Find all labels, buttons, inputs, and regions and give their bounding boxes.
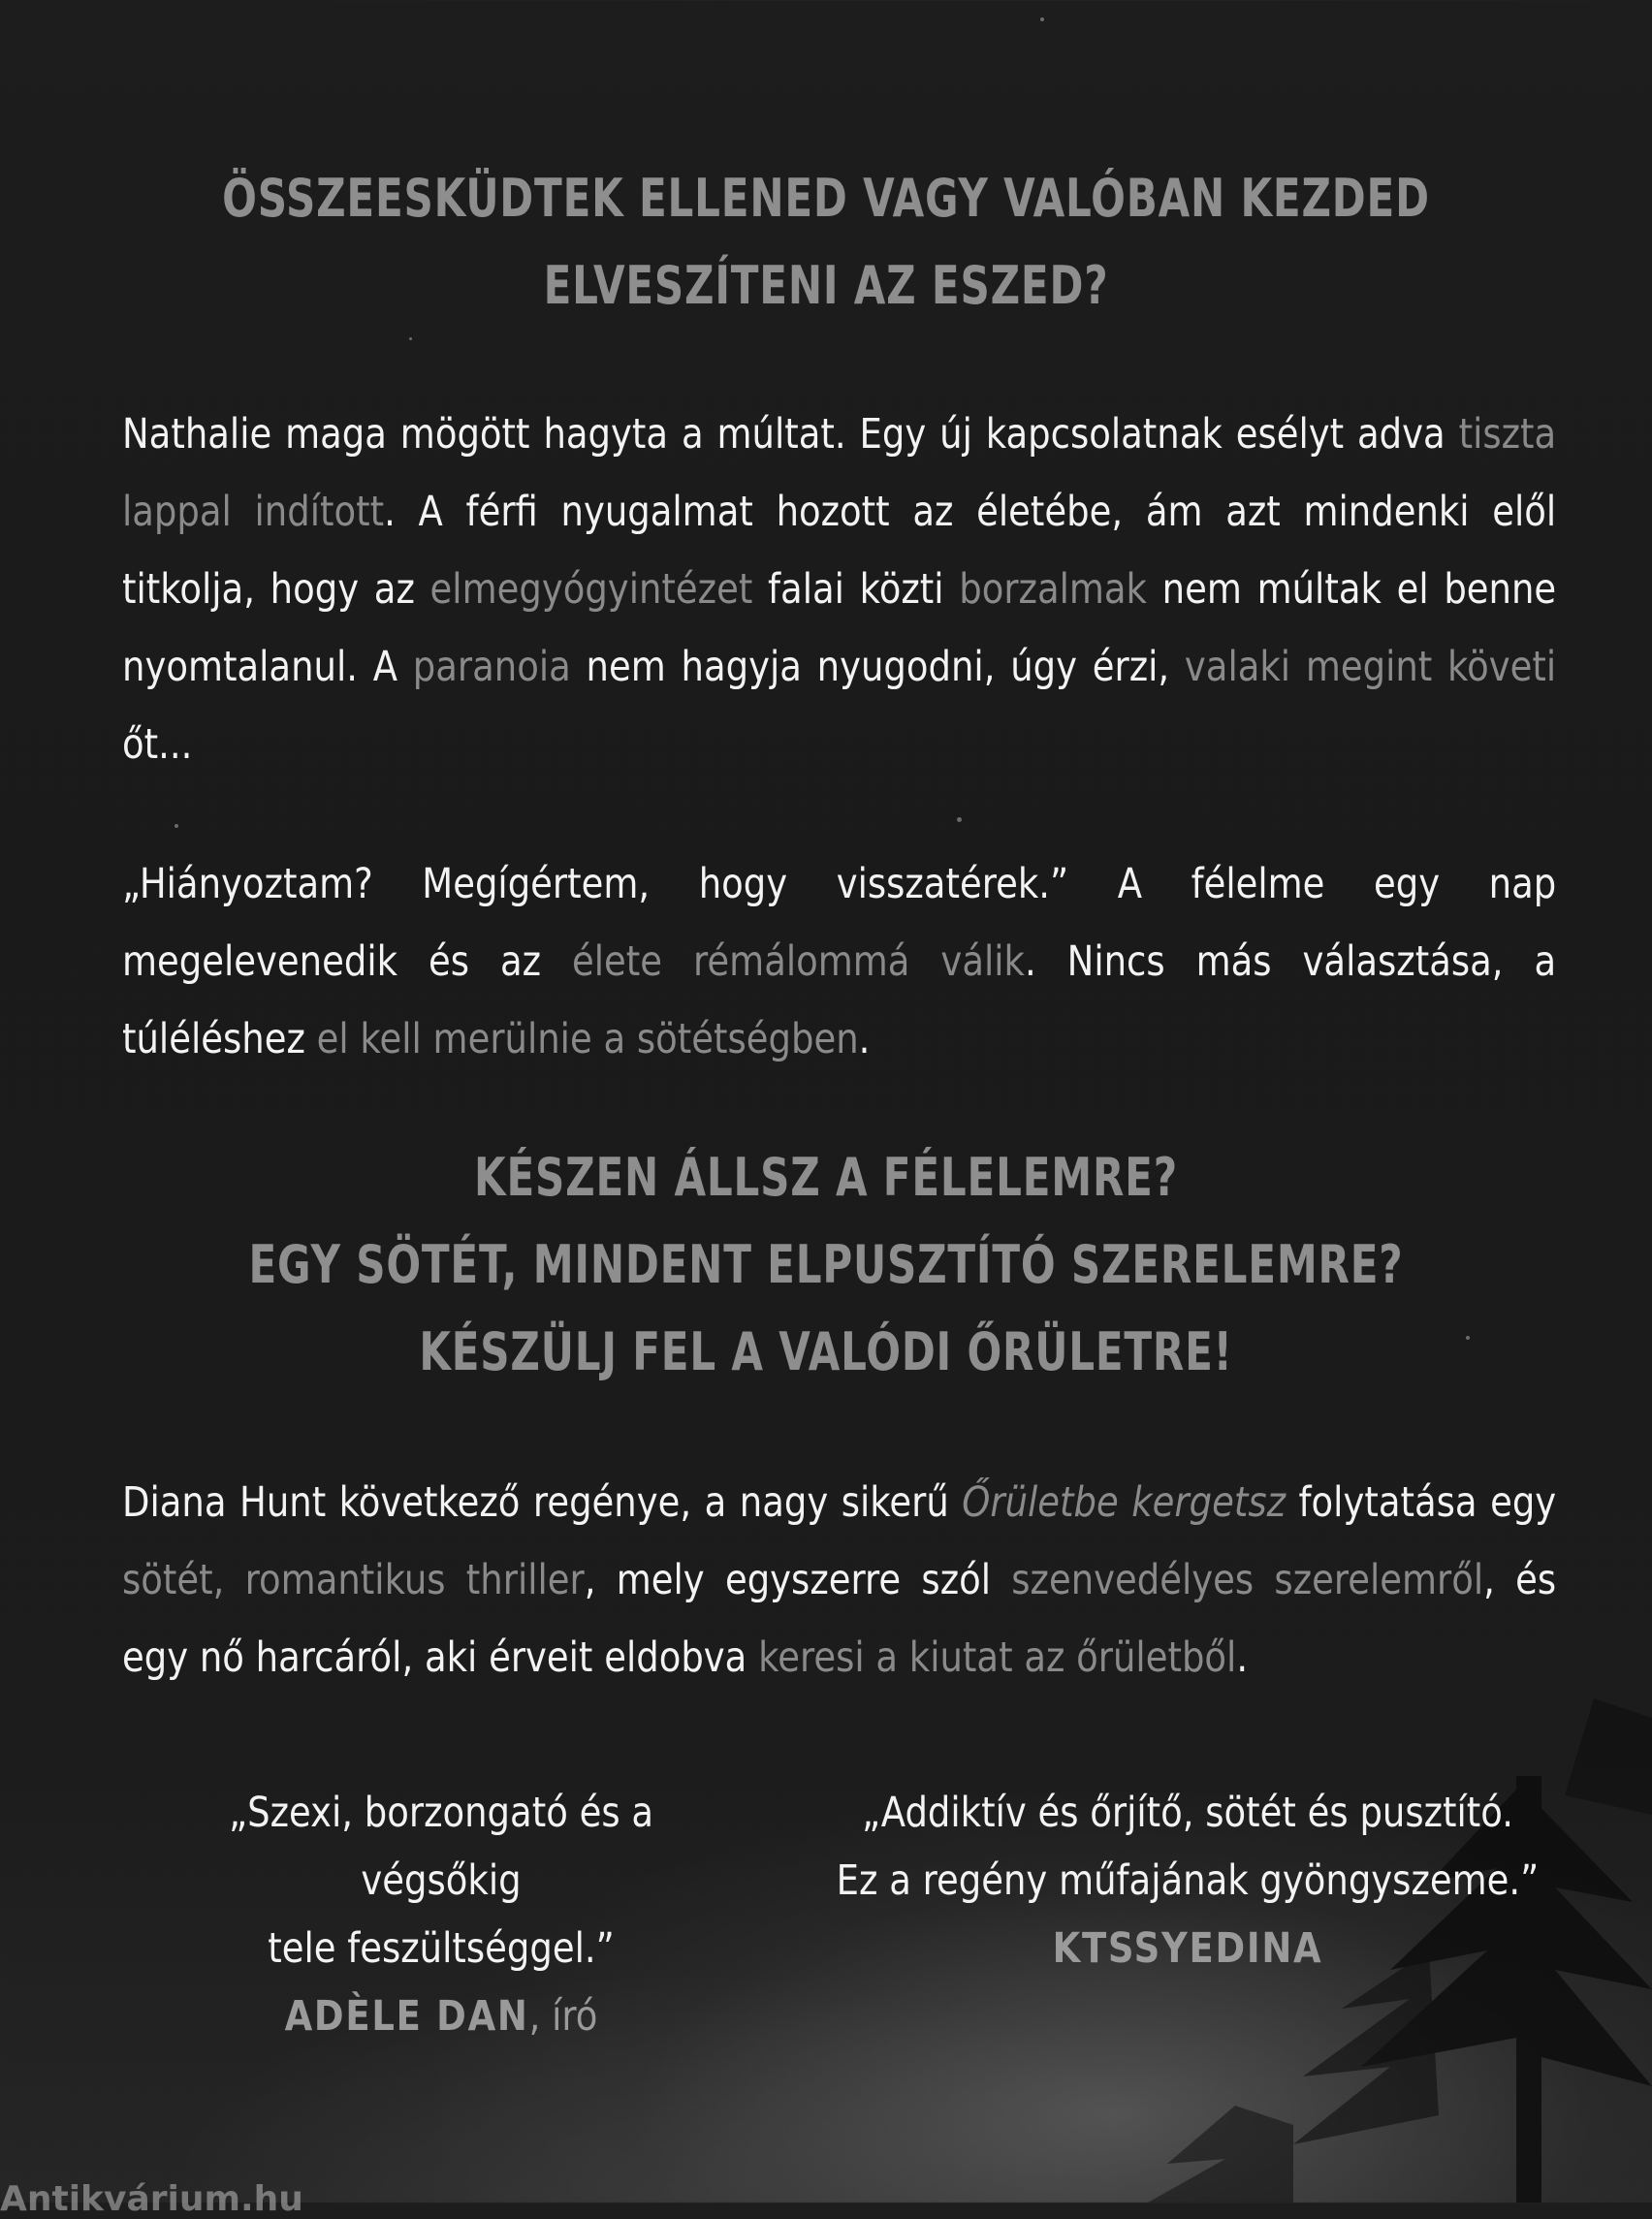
text: , mely egyszerre szól [584, 1556, 1012, 1604]
review-quote-1-author: ADÈLE DAN [284, 1992, 529, 2041]
heading-fear-line1: KÉSZEN ÁLLSZ A FÉLELEMRE? [474, 1147, 1178, 1208]
text: folytatása egy [1286, 1478, 1557, 1527]
text: őt... [122, 720, 193, 769]
highlight-text: paranoia [412, 643, 571, 691]
synopsis-paragraph-3 [122, 1464, 1556, 1696]
text: Diana Hunt következő regénye, a nagy sikerű [122, 1478, 963, 1527]
highlight-text: élete rémálommá válik [572, 937, 1025, 986]
book-title-reference: Őrületbe kergetsz [962, 1478, 1287, 1527]
review-quote-1-line1: „Szexi, borzongató és a végsőkig [228, 1789, 654, 1905]
highlight-text: tiszta lappal indított [122, 410, 1557, 536]
text: Nathalie maga mögött hagyta a múltat. Egy új kapcsolatnak esélyt adva [122, 410, 1459, 459]
text: falai közti [752, 565, 960, 614]
text: . A férfi nyugalmat hozott az életébe, ám azt mindenki elől titkolja, hogy az [122, 488, 1557, 614]
review-quote-1-role: , író [528, 1992, 598, 2041]
heading-conspiracy-line2: ELVESZÍTENI AZ ESZED? [543, 255, 1109, 316]
review-quote-1-attribution [145, 1982, 738, 2050]
watermark-text: Antikvárium.hu [0, 2179, 303, 2219]
review-quote-2-line1: „Addiktív és őrjítő, sötét és pusztító. [861, 1789, 1514, 1837]
highlight-text: keresi a kiutat az őrületből [758, 1633, 1237, 1682]
highlight-text: elmegyógyintézet [429, 565, 753, 614]
dust-speck [957, 817, 962, 822]
review-quote-2-line2: Ez a regény műfajának gyöngyszeme.” [836, 1856, 1540, 1905]
heading-fear [181, 1134, 1470, 1396]
highlight-text: szenvedélyes szerelemről [1011, 1556, 1484, 1604]
dust-speck [409, 337, 412, 340]
synopsis-paragraph-2 [122, 845, 1556, 1078]
heading-conspiracy [181, 155, 1470, 330]
heading-fear-line2: EGY SÖTÉT, MINDENT ELPUSZTÍTÓ SZERELEMRE? [248, 1234, 1404, 1295]
text: „Hiányoztam? Megígértem, hogy visszatérek.” A félelme egy nap megelevenedik és az [122, 860, 1557, 986]
dust-speck [1040, 17, 1044, 21]
highlight-text: valaki megint követi [1184, 643, 1557, 691]
review-quote-2-attribution [834, 1915, 1542, 1982]
text: . [1236, 1633, 1249, 1682]
highlight-text: sötét, romantikus thriller [122, 1556, 585, 1604]
dust-speck [175, 824, 178, 828]
text: nem múltak el benne nyomtalanul. A [122, 565, 1557, 691]
review-quote-1-line2: tele feszültséggel.” [268, 1924, 615, 1973]
heading-fear-line3: KÉSZÜLJ FEL A VALÓDI ŐRÜLETRE! [419, 1321, 1233, 1382]
review-quote-2 [834, 1779, 1542, 1982]
review-quote-2-author: KTSSYEDINA [1052, 1924, 1323, 1973]
heading-conspiracy-line1: ÖSSZEESKÜDTEK ELLENED VAGY VALÓBAN KEZDED [222, 168, 1430, 229]
synopsis-paragraph-1 [122, 396, 1556, 783]
text: . Nincs más választása, a túléléshez [122, 937, 1557, 1063]
text: nem hagyja nyugodni, úgy érzi, [570, 643, 1185, 691]
text: , és egy nő harcáról, aki érveit eldobva [122, 1556, 1557, 1682]
highlight-text: borzalmak [959, 565, 1147, 614]
review-quote-1 [145, 1779, 738, 2050]
text: . [858, 1015, 871, 1063]
highlight-text: el kell merülnie a sötétségben [316, 1015, 859, 1063]
